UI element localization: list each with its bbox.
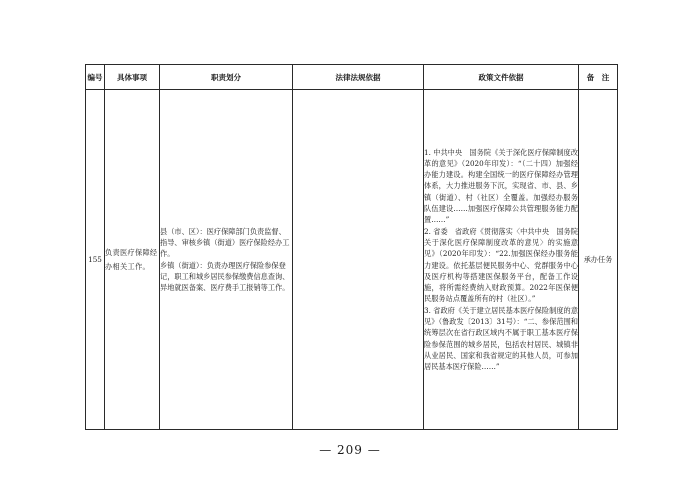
table-header-row bbox=[86, 65, 618, 90]
row-item-cell bbox=[105, 90, 160, 430]
row-law-cell bbox=[293, 90, 424, 430]
header-note: 备 注 bbox=[579, 65, 618, 90]
responsibility-table bbox=[85, 64, 618, 430]
row-number: 155 bbox=[86, 90, 105, 430]
header-duty: 职责划分 bbox=[160, 65, 293, 90]
row-item-text: 负责医疗保障经办相关工作。 bbox=[105, 247, 158, 271]
header-law: 法律法规依据 bbox=[293, 65, 424, 90]
duty-county: 县（市、区）：医疗保障部门负责监督、指导、审核乡镇（街道）医疗保险经办工作。 bbox=[160, 226, 290, 259]
header-policy: 政策文件依据 bbox=[424, 65, 579, 90]
header-item: 具体事项 bbox=[105, 65, 160, 90]
table-row bbox=[86, 90, 618, 430]
policy-item-1: 1. 中共中央 国务院《关于深化医疗保障制度改革的意见》（2020年印发）：“（二十四）加强经办能力建设。构建全国统一的医疗保障经办管理体系，大力推进服务下沉，实现省、市、县、乡镇（街道）、村（社区）全覆盖。加强经办服务队伍建设……加强医疗保障公共管理服务能力配置……” bbox=[424, 147, 578, 225]
row-duty-cell bbox=[160, 90, 293, 430]
page-number: — 209 — bbox=[319, 443, 381, 457]
policy-item-3: 3. 省政府《关于建立居民基本医疗保险制度的意见》（鲁政发〔2013〕31号）：“二、参保范围和统筹层次在省行政区域内不属于职工基本医疗保险参保范围的城乡居民，包括农村居民、城镇非从业居民、国家和我省规定的其他人员，可参加居民基本医疗保险……” bbox=[424, 305, 578, 372]
row-note: 承办任务 bbox=[579, 90, 618, 430]
row-policy-cell bbox=[424, 90, 579, 430]
policy-item-2: 2. 省委 省政府《贯彻落实〈中共中央 国务院关于深化医疗保障制度改革的意见〉的实施意见》（2020年印发）：“22.加强医保经办服务能力建设。依托基层便民服务中心、党群服务中心及医疗机构等搭建医保服务平台，配备工作设施，将所需经费纳入财政预算。2022年医保便民服务站点覆盖所有的村（社区）。” bbox=[424, 226, 578, 304]
duty-township: 乡镇（街道）：负责办理医疗保险参保登记，职工和城乡居民参保缴费信息查询、异地就医备案、医疗费手工报销等工作。 bbox=[160, 260, 290, 292]
header-no: 编号 bbox=[86, 65, 105, 90]
